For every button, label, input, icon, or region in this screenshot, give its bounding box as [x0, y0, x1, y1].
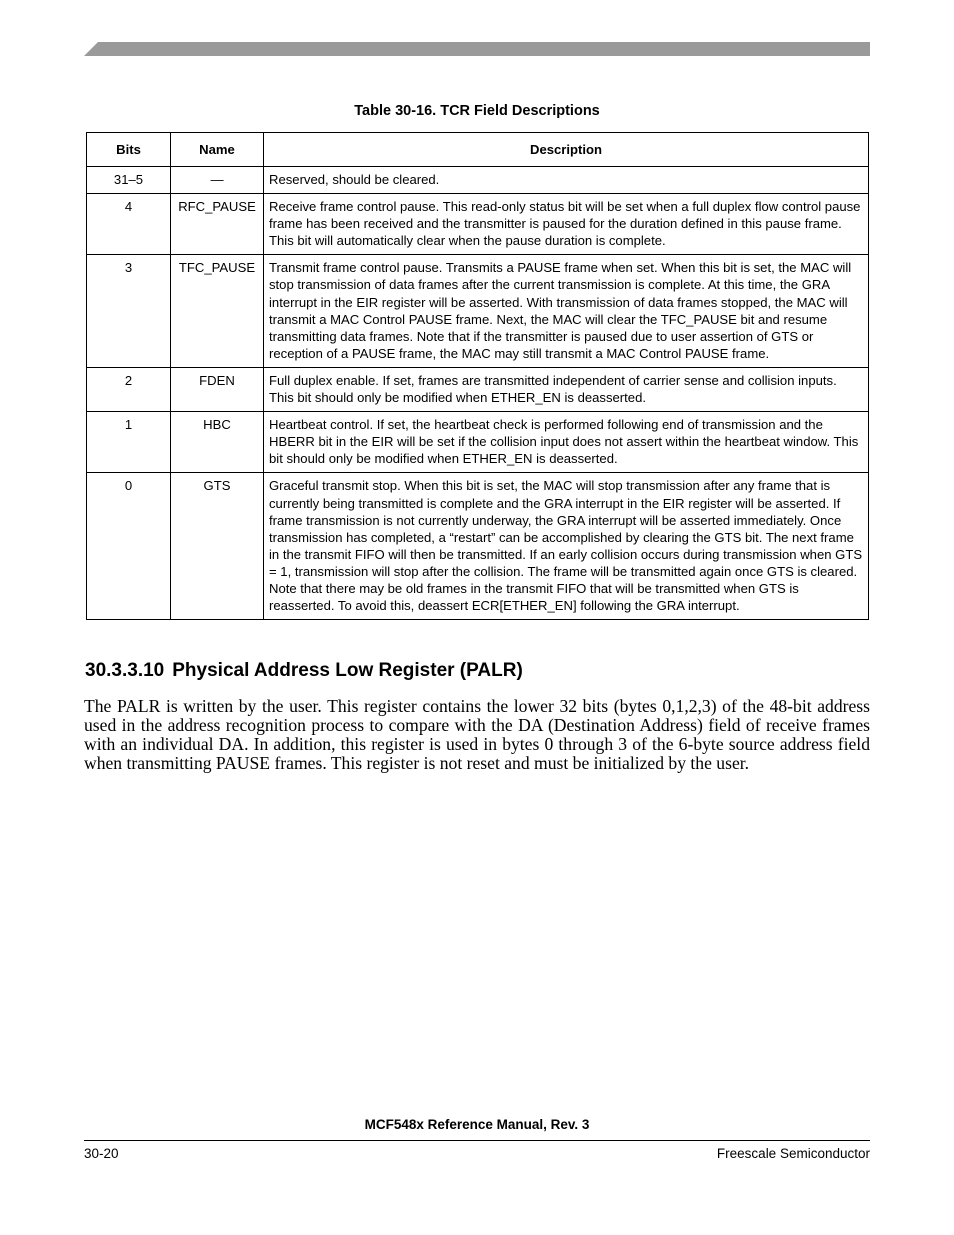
- cell-description: Heartbeat control. If set, the heartbeat check is performed following end of transmission and the HBERR bit in the EIR will be set if the collision input does not assert within the heartbeat window. This bit should only be modified when ETHER_EN is deasserted.: [264, 412, 869, 473]
- header-name: Name: [171, 133, 264, 167]
- footer-divider: [84, 1140, 870, 1141]
- header-bar: [84, 42, 870, 56]
- section-heading: [85, 660, 870, 682]
- cell-description: Transmit frame control pause. Transmits a PAUSE frame when set. When this bit is set, the MAC will stop transmission of data frames after the current transmission is complete. At this time, the GRA interrupt in the EIR register will be asserted. With transmission of data frames stopped, the MAC will transmit a MAC Control PAUSE frame. Next, the MAC will clear the TFC_PAUSE bit and resume transmitting data frames. Note that if the transmitter is paused due to user assertion of GTS or reception of a PAUSE frame, the MAC may still transmit a MAC Control PAUSE frame.: [264, 255, 869, 368]
- table-row: [87, 367, 869, 411]
- footer-company: Freescale Semiconductor: [716, 1146, 870, 1161]
- table-row: [87, 194, 869, 255]
- header-description: Description: [264, 133, 869, 167]
- table-header-row: [87, 133, 869, 167]
- cell-description: Graceful transmit stop. When this bit is set, the MAC will stop transmission after any frame that is currently being transmitted is complete and the GRA interrupt in the EIR register will be asserted. If frame transmission is not currently underway, the GRA interrupt will be asserted immediately. Once transmission has completed, a “restart” can be accomplished by clearing the GTS bit. The next frame in the transmit FIFO will then be transmitted. If an early collision occurs during transmission when GTS = 1, transmission will stop after the collision. The frame will be transmitted again once GTS is cleared. Note that there may be old frames in the transmit FIFO that will be transmitted when GTS is reasserted. To avoid this, deassert ECR[ETHER_EN] following the GRA interrupt.: [264, 473, 869, 620]
- cell-bits: 1: [87, 412, 171, 473]
- cell-name: HBC: [171, 412, 264, 473]
- cell-bits: 4: [87, 194, 171, 255]
- table-row: [87, 473, 869, 620]
- cell-description: Receive frame control pause. This read-only status bit will be set when a full duplex flow control pause frame has been received and the transmitter is paused for the duration defined in this pause frame. This bit will automatically clear when the pause duration is complete.: [264, 194, 869, 255]
- cell-description: Full duplex enable. If set, frames are transmitted independent of carrier sense and collision inputs. This bit should only be modified when ETHER_EN is deasserted.: [264, 367, 869, 411]
- cell-bits: 2: [87, 367, 171, 411]
- cell-name: —: [171, 167, 264, 194]
- table-row: [87, 412, 869, 473]
- cell-bits: 3: [87, 255, 171, 368]
- header-bits: Bits: [87, 133, 171, 167]
- cell-name: RFC_PAUSE: [171, 194, 264, 255]
- tcr-field-table: [86, 132, 869, 620]
- table-row: [87, 167, 869, 194]
- cell-name: FDEN: [171, 367, 264, 411]
- cell-description: Reserved, should be cleared.: [264, 167, 869, 194]
- cell-bits: 31–5: [87, 167, 171, 194]
- cell-bits: 0: [87, 473, 171, 620]
- cell-name: TFC_PAUSE: [171, 255, 264, 368]
- footer-page-number: 30-20: [84, 1146, 119, 1161]
- body-paragraph: The PALR is written by the user. This register contains the lower 32 bits (bytes 0,1,2,3) of the 48-bit address used in the address recognition process to compare with the DA (Destination Address) field of receive frames with an individual DA. In addition, this register is used in bytes 0 through 3 of the 6-byte source address field when transmitting PAUSE frames. This register is not reset and must be initialized by the user.: [84, 696, 870, 773]
- table-row: [87, 255, 869, 368]
- footer-manual-title: MCF548x Reference Manual, Rev. 3: [364, 1117, 590, 1132]
- section-title: Physical Address Low Register (PALR): [172, 660, 523, 681]
- section-number: 30.3.3.10: [85, 660, 165, 681]
- cell-name: GTS: [171, 473, 264, 620]
- table-caption: Table 30-16. TCR Field Descriptions: [354, 103, 600, 119]
